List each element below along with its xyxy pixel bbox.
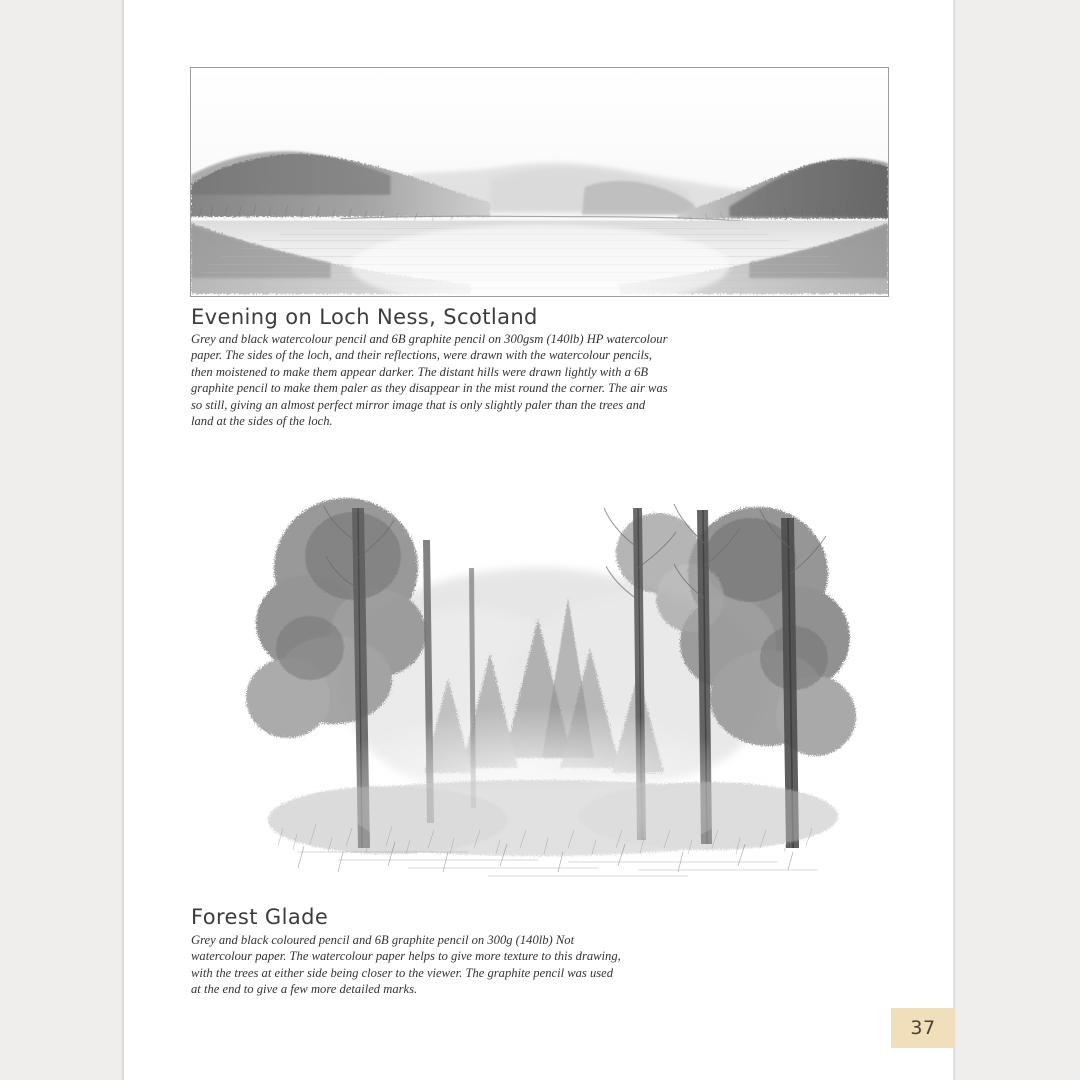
page-number-tab (891, 1008, 955, 1048)
forest-glade-illustration (238, 448, 858, 893)
figure-loch-ness (190, 67, 889, 297)
loch-ness-illustration (191, 68, 888, 296)
figure-forest-glade (238, 448, 858, 893)
page-number: 37 (910, 1017, 936, 1039)
figure-loch-ness-title: Evening on Loch Ness, Scotland (191, 305, 538, 329)
page-left-edge (122, 0, 124, 1080)
figure-loch-ness-caption: Grey and black watercolour pencil and 6B graphite pencil on 300gsm (140lb) HP watercolour paper. The sides of the loch, and their reflections, were drawn with the watercolour pencils, then moistened to make them appear darker. The distant hills were drawn lightly with a 6B graphite pencil to make them paler as they disappear in the mist round the corner. The air was so still, giving an almost perfect mirror image that is only slightly paler than the trees and land at the sides of the loch. (191, 332, 668, 429)
page-content (190, 0, 890, 1080)
figure-forest-glade-caption: Grey and black coloured pencil and 6B graphite pencil on 300g (140lb) Not watercolour paper. The watercolour paper helps to give more texture to this drawing, with the trees at either side being closer to the viewer. The graphite pencil was used at the end to give a few more detailed marks. (191, 933, 621, 997)
figure-forest-glade-title: Forest Glade (191, 905, 329, 929)
page-right-edge (953, 0, 955, 1080)
